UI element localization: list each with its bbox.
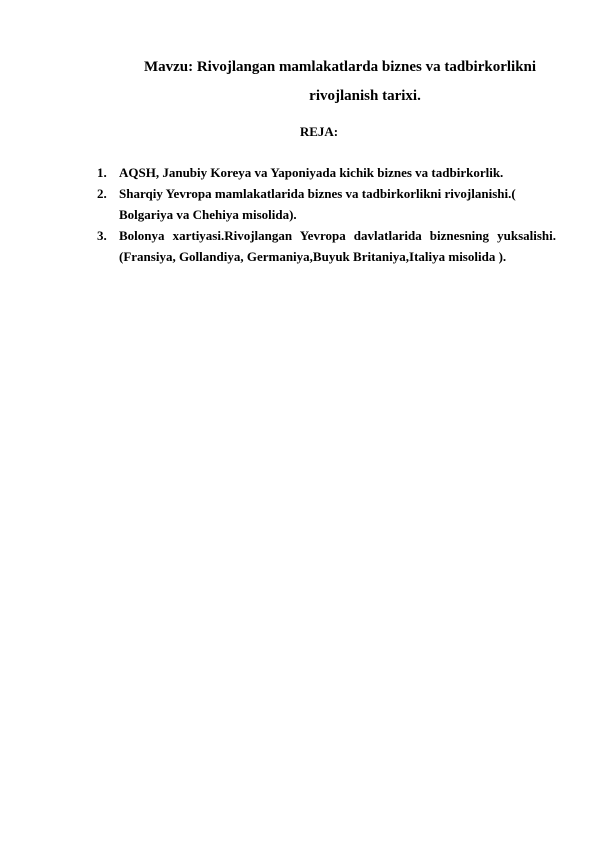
plan-item-number: 1. xyxy=(97,165,107,180)
plan-item-text: AQSH, Janubiy Koreya va Yaponiyada kichik biznes va tadbirkorlik. xyxy=(119,165,504,180)
plan-item-text: Bolonya xartiyasi.Rivojlangan Yevropa davlatlarida biznesning yuksalishi.(Fransiya, Gollandiya, Germaniya,Buyuk Britaniya,Italiya misolida ). xyxy=(119,228,556,264)
plan-item-text: Sharqiy Yevropa mamlakatlarida biznes va tadbirkorlikni rivojlanishi.( Bolgariya va Chehiya misolida). xyxy=(119,186,516,222)
title-line-2: rivojlanish tarixi. xyxy=(309,88,421,104)
plan-heading: REJA: xyxy=(299,124,339,139)
plan-list xyxy=(97,162,556,267)
plan-item-number: 2. xyxy=(97,186,107,201)
plan-item-number: 3. xyxy=(97,228,107,243)
plan-item-3 xyxy=(97,225,556,267)
plan-item-2 xyxy=(97,183,556,225)
plan-item-1 xyxy=(97,162,556,183)
title-line-1: Mavzu: Rivojlangan mamlakatlarda biznes va tadbirkorlikni xyxy=(143,59,537,75)
document-title xyxy=(80,53,596,111)
